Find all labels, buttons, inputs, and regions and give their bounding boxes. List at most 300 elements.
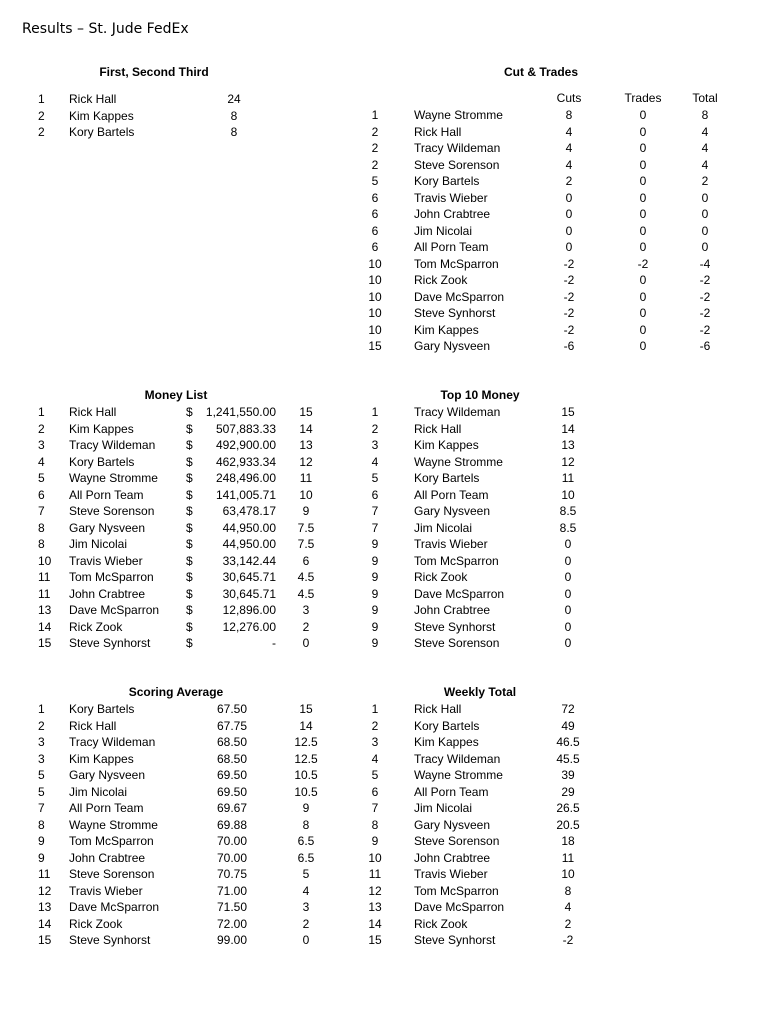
table-row xyxy=(0,899,768,916)
points-cell: 24 xyxy=(227,92,241,106)
points-cell: 8.5 xyxy=(559,520,577,535)
table-row xyxy=(0,866,768,883)
trades-cell: 0 xyxy=(639,289,647,304)
table-row xyxy=(0,190,768,207)
table-row xyxy=(0,140,768,157)
column-header-cuts: Cuts xyxy=(556,91,582,105)
points-cell: 26.5 xyxy=(556,801,580,815)
rank-cell: 2 xyxy=(38,718,45,733)
total-cell: 0 xyxy=(701,207,709,221)
table-row xyxy=(0,239,768,256)
player-name-cell: Tracy Wildeman xyxy=(414,405,501,419)
rank-cell: 9 xyxy=(371,834,379,848)
player-name-cell: Tom McSparron xyxy=(414,256,499,271)
money-cell: 462,933.34 xyxy=(215,454,276,469)
rank-cell: 6 xyxy=(371,487,379,502)
table-row xyxy=(0,751,768,768)
rank-cell: 3 xyxy=(371,438,379,452)
player-name-cell: Rick Hall xyxy=(414,702,462,716)
player-name-cell: Gary Nysveen xyxy=(414,504,491,518)
player-name-cell: Rick Hall xyxy=(69,718,117,733)
cuts-cell: 4 xyxy=(565,124,573,139)
table-row xyxy=(0,734,768,751)
player-name-cell: Kory Bartels xyxy=(69,125,135,139)
table-row xyxy=(0,916,768,933)
points-cell: 45.5 xyxy=(556,751,580,766)
trades-cell: 0 xyxy=(639,207,647,221)
total-cell: 4 xyxy=(701,141,709,155)
player-name-cell: Kim Kappes xyxy=(69,108,134,123)
rank-cell: 2 xyxy=(371,718,379,733)
points-cell: 12 xyxy=(561,454,575,469)
rank-cell: 8 xyxy=(38,817,45,832)
total-cell: -2 xyxy=(699,306,711,320)
rank-cell: 1 xyxy=(371,405,379,419)
table-row xyxy=(0,124,768,141)
player-name-cell: Jim Nicolai xyxy=(414,801,473,815)
dollar-sign-cell: $ xyxy=(186,471,193,485)
rank-cell: 10 xyxy=(368,256,382,271)
player-name-cell: Wayne Stromme xyxy=(414,454,503,469)
points-cell: 29 xyxy=(561,784,575,799)
points-cell: 8.5 xyxy=(559,504,577,518)
player-name-cell: Travis Wieber xyxy=(414,867,488,881)
player-name-cell: Steve Sorenson xyxy=(69,867,155,881)
rank-cell: 9 xyxy=(371,636,379,650)
points-cell: 2 xyxy=(302,619,310,634)
points-cell: 7.5 xyxy=(297,537,315,551)
rank-cell: 7 xyxy=(371,520,379,535)
rank-cell: 6 xyxy=(371,190,379,205)
player-name-cell: Kim Kappes xyxy=(414,438,479,452)
points-cell: 13 xyxy=(561,438,575,452)
dollar-sign-cell: $ xyxy=(186,454,193,469)
points-cell: 20.5 xyxy=(556,817,580,832)
table-row xyxy=(0,454,768,471)
player-name-cell: John Crabtree xyxy=(414,207,491,221)
rank-cell: 11 xyxy=(368,867,382,881)
rank-cell: 3 xyxy=(38,751,45,766)
average-cell: 67.50 xyxy=(216,702,248,716)
money-cell: 44,950.00 xyxy=(222,537,276,551)
column-header-total: Total xyxy=(692,91,718,105)
money-cell: 30,645.71 xyxy=(222,570,276,584)
trades-cell: 0 xyxy=(639,223,647,238)
table-row xyxy=(0,850,768,867)
player-name-cell: Steve Synhorst xyxy=(414,933,496,947)
rank-cell: 6 xyxy=(371,223,379,238)
cuts-cell: 0 xyxy=(565,223,573,238)
points-cell: 0 xyxy=(564,553,572,568)
player-name-cell: Wayne Stromme xyxy=(414,108,503,122)
table-row xyxy=(0,569,768,586)
points-cell: 6 xyxy=(302,553,310,568)
total-cell: 8 xyxy=(701,108,709,122)
points-cell: 8 xyxy=(302,817,310,832)
player-name-cell: Tracy Wildeman xyxy=(414,751,501,766)
dollar-sign-cell: $ xyxy=(186,537,193,551)
trades-cell: 0 xyxy=(639,108,647,122)
rank-cell: 2 xyxy=(38,125,45,139)
player-name-cell: Tom McSparron xyxy=(69,570,154,584)
rank-cell: 6 xyxy=(371,784,379,799)
points-cell: 15 xyxy=(299,405,313,419)
player-name-cell: Dave McSparron xyxy=(69,900,160,914)
table-row xyxy=(0,784,768,801)
player-name-cell: Kim Kappes xyxy=(414,735,479,749)
player-name-cell: Tracy Wildeman xyxy=(414,141,501,155)
player-name-cell: Rick Hall xyxy=(69,92,117,106)
rank-cell: 4 xyxy=(38,454,45,469)
rank-cell: 4 xyxy=(371,454,379,469)
page-title: Results – St. Jude FedEx xyxy=(22,21,189,37)
points-cell: 4 xyxy=(564,900,572,914)
player-name-cell: Jim Nicolai xyxy=(414,223,473,238)
rank-cell: 15 xyxy=(368,933,382,947)
points-cell: 2 xyxy=(564,916,572,931)
money-cell: 1,241,550.00 xyxy=(205,405,276,419)
section-title: First, Second Third xyxy=(99,65,209,79)
player-name-cell: John Crabtree xyxy=(414,603,491,617)
average-cell: 71.00 xyxy=(216,883,248,898)
rank-cell: 15 xyxy=(368,339,382,353)
rank-cell: 1 xyxy=(38,92,45,106)
cuts-cell: 2 xyxy=(565,174,573,188)
rank-cell: 9 xyxy=(371,586,379,601)
rank-cell: 10 xyxy=(368,322,382,337)
player-name-cell: Steve Sorenson xyxy=(414,157,500,172)
points-cell: 10 xyxy=(299,487,313,502)
player-name-cell: Dave McSparron xyxy=(414,900,505,914)
rank-cell: 10 xyxy=(368,289,382,304)
dollar-sign-cell: $ xyxy=(186,570,193,584)
rank-cell: 14 xyxy=(38,619,52,634)
money-cell: 33,142.44 xyxy=(222,553,276,568)
rank-cell: 14 xyxy=(368,916,382,931)
money-cell: 141,005.71 xyxy=(215,487,276,502)
points-cell: 4 xyxy=(302,883,310,898)
player-name-cell: Wayne Stromme xyxy=(414,768,503,782)
points-cell: 9 xyxy=(302,801,310,815)
points-cell: 8 xyxy=(564,883,572,898)
points-cell: 0 xyxy=(302,636,310,650)
points-cell: 8 xyxy=(230,108,238,123)
points-cell: 10 xyxy=(561,487,575,502)
rank-cell: 10 xyxy=(368,273,382,287)
player-name-cell: Tom McSparron xyxy=(414,553,499,568)
player-name-cell: Tracy Wildeman xyxy=(69,735,156,749)
player-name-cell: Wayne Stromme xyxy=(69,471,158,485)
points-cell: 11 xyxy=(299,471,313,485)
points-cell: 0 xyxy=(564,586,572,601)
rank-cell: 2 xyxy=(38,421,45,436)
rank-cell: 13 xyxy=(38,603,52,617)
rank-cell: 5 xyxy=(371,174,379,188)
rank-cell: 10 xyxy=(368,306,382,320)
total-cell: 0 xyxy=(701,223,709,238)
trades-cell: 0 xyxy=(639,339,647,353)
rank-cell: 9 xyxy=(38,834,45,848)
table-row xyxy=(0,883,768,900)
rank-cell: 6 xyxy=(371,207,379,221)
player-name-cell: Steve Sorenson xyxy=(414,636,500,650)
player-name-cell: Rick Hall xyxy=(69,405,117,419)
average-cell: 72.00 xyxy=(216,916,248,931)
player-name-cell: Steve Synhorst xyxy=(414,619,496,634)
rank-cell: 1 xyxy=(38,405,45,419)
money-cell: - xyxy=(272,636,276,650)
player-name-cell: Kory Bartels xyxy=(414,471,480,485)
player-name-cell: All Porn Team xyxy=(69,487,144,502)
player-name-cell: Travis Wieber xyxy=(69,883,143,898)
table-row xyxy=(0,470,768,487)
trades-cell: 0 xyxy=(639,306,647,320)
player-name-cell: Dave McSparron xyxy=(414,289,505,304)
dollar-sign-cell: $ xyxy=(186,405,193,419)
rank-cell: 13 xyxy=(38,900,52,914)
player-name-cell: Travis Wieber xyxy=(69,553,143,568)
rank-cell: 9 xyxy=(371,553,379,568)
average-cell: 67.75 xyxy=(216,718,248,733)
player-name-cell: Jim Nicolai xyxy=(69,537,128,551)
player-name-cell: Rick Hall xyxy=(414,421,462,436)
points-cell: 14 xyxy=(299,421,313,436)
average-cell: 68.50 xyxy=(216,735,248,749)
player-name-cell: John Crabtree xyxy=(69,850,146,865)
rank-cell: 10 xyxy=(368,850,382,865)
rank-cell: 8 xyxy=(38,520,45,535)
cuts-cell: 0 xyxy=(565,240,573,254)
points-cell: 11 xyxy=(561,471,575,485)
player-name-cell: Rick Zook xyxy=(414,916,468,931)
dollar-sign-cell: $ xyxy=(186,421,193,436)
player-name-cell: Gary Nysveen xyxy=(414,817,491,832)
rank-cell: 11 xyxy=(38,586,51,601)
points-cell: 12 xyxy=(299,454,313,469)
points-cell: 3 xyxy=(302,603,310,617)
points-cell: 0 xyxy=(564,619,572,634)
trades-cell: 0 xyxy=(639,124,647,139)
rank-cell: 7 xyxy=(371,801,379,815)
rank-cell: 2 xyxy=(371,141,379,155)
points-cell: 18 xyxy=(561,834,575,848)
player-name-cell: Tracy Wildeman xyxy=(69,438,156,452)
player-name-cell: Kim Kappes xyxy=(414,322,479,337)
points-cell: 10.5 xyxy=(294,784,318,799)
table-row xyxy=(0,157,768,174)
player-name-cell: Gary Nysveen xyxy=(414,339,491,353)
player-name-cell: All Porn Team xyxy=(69,801,144,815)
table-row xyxy=(0,553,768,570)
points-cell: 12.5 xyxy=(294,735,318,749)
rank-cell: 12 xyxy=(368,883,382,898)
points-cell: 0 xyxy=(564,636,572,650)
average-cell: 69.67 xyxy=(216,801,248,815)
rank-cell: 7 xyxy=(371,504,379,518)
table-row xyxy=(0,833,768,850)
rank-cell: 1 xyxy=(371,108,379,122)
player-name-cell: Steve Synhorst xyxy=(69,933,151,947)
total-cell: -2 xyxy=(699,273,711,287)
player-name-cell: Rick Zook xyxy=(69,916,123,931)
points-cell: 10.5 xyxy=(294,768,318,782)
rank-cell: 8 xyxy=(371,817,379,832)
rank-cell: 9 xyxy=(371,537,379,551)
table-row xyxy=(0,289,768,306)
average-cell: 70.00 xyxy=(216,834,248,848)
average-cell: 68.50 xyxy=(216,751,248,766)
table-row xyxy=(0,487,768,504)
rank-cell: 2 xyxy=(371,157,379,172)
player-name-cell: Steve Synhorst xyxy=(69,636,151,650)
table-row xyxy=(0,536,768,553)
cuts-cell: -2 xyxy=(563,306,575,320)
rank-cell: 3 xyxy=(38,735,45,749)
section-title: Cut & Trades xyxy=(503,65,579,79)
table-row xyxy=(0,421,768,438)
cuts-cell: 0 xyxy=(565,207,573,221)
table-row xyxy=(0,107,768,124)
rank-cell: 5 xyxy=(38,471,45,485)
average-cell: 99.00 xyxy=(216,933,248,947)
cuts-cell: -6 xyxy=(563,339,575,353)
rank-cell: 6 xyxy=(38,487,45,502)
table-row xyxy=(0,223,768,240)
points-cell: 8 xyxy=(230,125,238,139)
section-title: Money List xyxy=(144,388,208,402)
player-name-cell: John Crabtree xyxy=(69,586,146,601)
rank-cell: 5 xyxy=(371,471,379,485)
rank-cell: 2 xyxy=(38,108,45,123)
player-name-cell: Steve Synhorst xyxy=(414,306,496,320)
points-cell: 4.5 xyxy=(297,570,315,584)
points-cell: 3 xyxy=(302,900,310,914)
player-name-cell: Kory Bartels xyxy=(69,702,135,716)
player-name-cell: Dave McSparron xyxy=(69,603,160,617)
rank-cell: 11 xyxy=(38,867,51,881)
total-cell: 2 xyxy=(701,174,709,188)
table-row xyxy=(0,338,768,355)
total-cell: 4 xyxy=(701,157,709,172)
rank-cell: 9 xyxy=(38,850,45,865)
player-name-cell: Steve Sorenson xyxy=(414,834,500,848)
trades-cell: -2 xyxy=(637,256,649,271)
dollar-sign-cell: $ xyxy=(186,438,193,452)
average-cell: 70.00 xyxy=(216,850,248,865)
rank-cell: 2 xyxy=(371,124,379,139)
average-cell: 69.50 xyxy=(216,768,248,782)
player-name-cell: Gary Nysveen xyxy=(69,520,146,535)
player-name-cell: All Porn Team xyxy=(414,784,489,799)
points-cell: 10 xyxy=(561,867,575,881)
table-row xyxy=(0,437,768,454)
section-title: Top 10 Money xyxy=(440,388,520,402)
trades-cell: 0 xyxy=(639,174,647,188)
player-name-cell: Kim Kappes xyxy=(69,421,134,436)
rank-cell: 15 xyxy=(38,933,52,947)
points-cell: 5 xyxy=(302,867,310,881)
rank-cell: 1 xyxy=(38,702,45,716)
average-cell: 71.50 xyxy=(216,900,248,914)
total-cell: -2 xyxy=(699,289,711,304)
total-cell: -2 xyxy=(699,322,711,337)
points-cell: 0 xyxy=(302,933,310,947)
rank-cell: 9 xyxy=(371,570,379,584)
player-name-cell: Steve Sorenson xyxy=(69,504,155,518)
player-name-cell: Kory Bartels xyxy=(414,718,480,733)
trades-cell: 0 xyxy=(639,322,647,337)
player-name-cell: Rick Zook xyxy=(414,273,468,287)
points-cell: -2 xyxy=(562,933,574,947)
table-row xyxy=(0,503,768,520)
money-cell: 492,900.00 xyxy=(215,438,276,452)
rank-cell: 5 xyxy=(38,784,45,799)
money-cell: 63,478.17 xyxy=(222,504,276,518)
player-name-cell: John Crabtree xyxy=(414,850,491,865)
total-cell: -6 xyxy=(699,339,711,353)
points-cell: 0 xyxy=(564,603,572,617)
points-cell: 11 xyxy=(561,850,575,865)
points-cell: 46.5 xyxy=(556,735,580,749)
trades-cell: 0 xyxy=(639,157,647,172)
points-cell: 49 xyxy=(561,718,575,733)
column-header-trades: Trades xyxy=(624,91,662,105)
table-row xyxy=(0,305,768,322)
money-cell: 248,496.00 xyxy=(215,471,276,485)
table-row xyxy=(0,817,768,834)
rank-cell: 10 xyxy=(38,553,52,568)
rank-cell: 1 xyxy=(371,702,379,716)
trades-cell: 0 xyxy=(639,273,647,287)
player-name-cell: Dave McSparron xyxy=(414,586,505,601)
section-title: Weekly Total xyxy=(443,685,517,699)
player-name-cell: Kory Bartels xyxy=(69,454,135,469)
cuts-cell: 4 xyxy=(565,141,573,155)
rank-cell: 7 xyxy=(38,801,45,815)
rank-cell: 5 xyxy=(371,768,379,782)
trades-cell: 0 xyxy=(639,141,647,155)
rank-cell: 7 xyxy=(38,504,45,518)
player-name-cell: Rick Zook xyxy=(69,619,123,634)
table-row xyxy=(0,635,768,652)
dollar-sign-cell: $ xyxy=(186,586,193,601)
player-name-cell: All Porn Team xyxy=(414,487,489,502)
points-cell: 4.5 xyxy=(297,586,315,601)
dollar-sign-cell: $ xyxy=(186,603,193,617)
rank-cell: 9 xyxy=(371,603,379,617)
total-cell: 4 xyxy=(701,124,709,139)
table-row xyxy=(0,800,768,817)
average-cell: 70.75 xyxy=(216,867,248,881)
table-row xyxy=(0,932,768,949)
average-cell: 69.88 xyxy=(216,817,248,832)
table-row xyxy=(0,173,768,190)
player-name-cell: Jim Nicolai xyxy=(414,520,473,535)
rank-cell: 15 xyxy=(38,636,52,650)
rank-cell: 13 xyxy=(368,900,382,914)
money-cell: 12,276.00 xyxy=(222,619,276,634)
cuts-cell: 8 xyxy=(565,108,573,122)
player-name-cell: Kim Kappes xyxy=(69,751,134,766)
player-name-cell: Tom McSparron xyxy=(69,834,154,848)
points-cell: 14 xyxy=(561,421,575,436)
points-cell: 15 xyxy=(299,702,313,716)
dollar-sign-cell: $ xyxy=(186,636,193,650)
money-cell: 507,883.33 xyxy=(215,421,276,436)
rank-cell: 3 xyxy=(371,735,379,749)
rank-cell: 8 xyxy=(38,537,45,551)
money-cell: 12,896.00 xyxy=(222,603,276,617)
